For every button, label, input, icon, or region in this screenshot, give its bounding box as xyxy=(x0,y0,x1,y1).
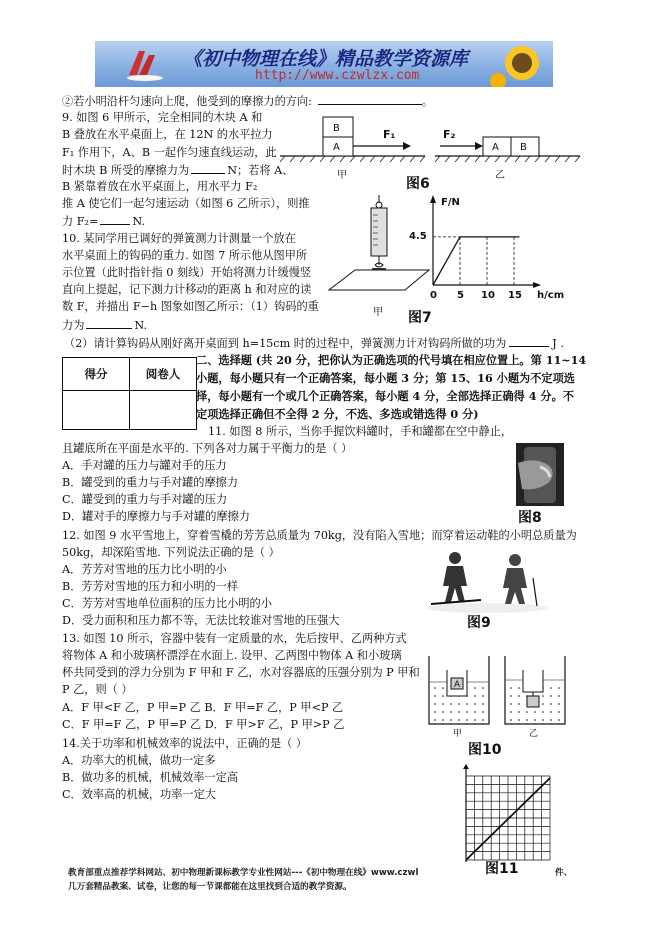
grade-score-cell[interactable] xyxy=(63,391,130,430)
section2-line-3: 择，每小题有一个或几个正确答案，每小题 4 分，全部选择正确得 4 分。不 xyxy=(196,389,574,403)
fig8-caption: 图8 xyxy=(518,510,542,526)
fig6-right-label-b: B xyxy=(520,142,527,153)
fig6-label-b: B xyxy=(333,123,340,134)
grade-table xyxy=(62,357,197,430)
figure-7-graph xyxy=(405,195,565,307)
q11-line-2: 且罐底所在平面是水平的. 下列各对力属于平衡力的是（ ） xyxy=(62,442,353,455)
fig7-x-tick-label: 5 xyxy=(457,290,464,301)
fig6-label-yi: 乙 xyxy=(495,170,505,181)
q10-line-2: 水平桌面上的钩码的重力. 如图 7 所示他从图甲所 xyxy=(62,249,308,262)
q13-options-ab[interactable]: A．F 甲<F 乙，P 甲=P 乙 B．F 甲=F 乙，P 甲<P 乙 xyxy=(62,701,344,714)
q13-line-4: P 乙，则（ ） xyxy=(62,683,133,696)
q8-answer-blank[interactable] xyxy=(318,93,422,105)
fig7-label-jia: 甲 xyxy=(373,307,383,318)
figure-8-hand-can xyxy=(510,443,570,506)
fig6-label-f2: F₂ xyxy=(443,128,456,141)
q14-option-c[interactable]: C．效率高的机械，功率一定大 xyxy=(62,788,216,801)
header-banner xyxy=(95,41,553,87)
fig10-caption: 图10 xyxy=(468,742,502,758)
q9-force-blank[interactable] xyxy=(100,213,130,225)
figure-6 xyxy=(275,112,610,192)
section2-line-4: 定项选择正确但不全得 2 分，不选、多选或错选得 0 分) xyxy=(196,407,479,421)
fig7-caption: 图7 xyxy=(408,310,432,326)
q10-line-5: 数 F，并描出 F−h 图象如图乙所示：（1）钩码的重 xyxy=(62,300,319,313)
q10-line-7: （2）请计算钩码从刚好离开桌面到 h=15cm 时的过程中，弹簧测力计对钩码所做的功为 J . xyxy=(64,337,564,350)
figure-9-snow-figures xyxy=(425,548,550,613)
footer xyxy=(68,866,608,894)
q9-line-1: 9. 如图 6 甲所示，完全相同的木块 A 和 xyxy=(62,111,263,124)
q9-line-4: 时木块 B 所受的摩擦力为 N；若将 A、 xyxy=(62,164,294,177)
q13-line-1: 13. 如图 10 所示，容器中装有一定质量的水，先后按甲、乙两种方式 xyxy=(62,632,407,645)
banner-url: http://www.czwlzx.com xyxy=(255,68,420,83)
q9-friction-blank[interactable] xyxy=(191,162,225,174)
fig6-label-f1: F₁ xyxy=(383,128,396,141)
q11-option-b[interactable]: B．罐受到的重力与手对罐的摩擦力 xyxy=(62,476,239,489)
q11-option-a[interactable]: A．手对罐的压力与罐对手的压力 xyxy=(62,459,227,472)
fig7-series-line xyxy=(433,237,519,285)
fig7-x-tick-label: 15 xyxy=(508,290,522,301)
fig10-label-jia: 甲 xyxy=(453,729,463,738)
q9-line-7: 力 F₂= N. xyxy=(62,215,146,228)
fig10-label-yi: 乙 xyxy=(529,729,539,738)
figure-11-grid xyxy=(458,764,558,864)
fig9-caption: 图9 xyxy=(467,615,491,631)
fig6-label-a: A xyxy=(333,142,340,153)
banner-title: 《初中物理在线》精品教学资源库 xyxy=(183,48,469,70)
section2-line-2: 小题，每小题只有一个正确答案，每小题 3 分；第 15、16 小题为不定项选 xyxy=(196,371,575,385)
q13-options-cd[interactable]: C．F 甲=F 乙，P 甲=P 乙 D．F 甲>F 乙，P 甲>P 乙 xyxy=(62,718,345,731)
q14-option-a[interactable]: A．功率大的机械，做功一定多 xyxy=(62,754,216,767)
q14-line-1: 14.关于功率和机械效率的说法中，正确的是（ ） xyxy=(62,737,308,750)
q10-line-6: 力为 N. xyxy=(62,319,148,332)
q11-option-c[interactable]: C．罐受到的重力与手对罐的压力 xyxy=(62,493,228,506)
q10-weight-blank[interactable] xyxy=(86,317,132,329)
grade-reviewer-cell[interactable] xyxy=(130,391,197,430)
q12-option-b[interactable]: B．芳芳对雪地的压力和小明的一样 xyxy=(62,580,239,593)
sunflower-image xyxy=(490,41,553,87)
q12-line-2: 50kg，却深陷雪地. 下列说法正确的是（ ） xyxy=(62,546,280,559)
q9-line-2: B 叠放在水平桌面上，在 12N 的水平拉力 xyxy=(62,128,273,141)
q9-line-3: F₁ 作用下，A、B 一起作匀速直线运动，此 xyxy=(62,146,277,159)
grade-reviewer-header: 阅卷人 xyxy=(130,358,197,391)
footer-line-1: 教育部重点推荐学科网站、初中物理新课标教学专业性网站---《初中物理在线》www.czwl xyxy=(68,868,419,878)
fig6-right-label-a: A xyxy=(492,142,499,153)
section2-line-1: 二、选择题 (共 20 分，把你认为正确选项的代号填在相应位置上。第 11~14 xyxy=(196,353,587,367)
banner-logo xyxy=(125,45,165,83)
q14-option-b[interactable]: B．做功多的机械，机械效率一定高 xyxy=(62,771,239,784)
q13-line-3: 杯共同受到的浮力分别为 F 甲和 F 乙，水对容器底的压强分别为 P 甲和 xyxy=(62,666,420,679)
footer-line-2: 几万套精品教案、试卷，让您的每一节课都能在这里找到合适的教学资源。 xyxy=(68,882,352,892)
q10-line-3: 示位置（此时指针指 0 刻线）开始将测力计缓慢竖 xyxy=(62,266,312,279)
q12-option-a[interactable]: A．芳芳对雪地的压力比小明的小 xyxy=(62,563,227,576)
q12-option-d[interactable]: D．受力面积和压力都不等，无法比较谁对雪地的压强大 xyxy=(62,614,340,627)
fig7-y-tick: 4.5 xyxy=(409,231,427,242)
q10-work-blank[interactable] xyxy=(509,335,549,347)
fig6-label-jia: 甲 xyxy=(337,170,347,181)
q9-line-5: B 紧靠着放在水平桌面上，用水平力 F₂ xyxy=(62,180,258,193)
figure-10-containers xyxy=(423,648,573,738)
fig11-caption: 图11 xyxy=(485,861,519,877)
fig7-ylabel: F/N xyxy=(441,197,460,208)
footer-line-1-tail: 件、 xyxy=(555,868,573,878)
q10-line-4: 直向上提起，记下测力计移动的距离 h 和对应的读 xyxy=(62,283,312,296)
q10-line-1: 10. 某同学用已调好的弹簧测力计测量一个放在 xyxy=(62,232,296,245)
fig7-x-tick-label: 10 xyxy=(481,290,495,301)
fig7-x-tick-label: 0 xyxy=(430,290,437,301)
q9-line-6: 推 A 使它们一起匀速运动（如图 6 乙所示），则推 xyxy=(62,197,310,210)
fig10-block-jia: A xyxy=(454,680,461,690)
grade-score-header: 得分 xyxy=(63,358,130,391)
q11-line-1: 11. 如图 8 所示，当你手握饮料罐时，手和罐都在空中静止， xyxy=(208,425,513,438)
q13-line-2: 将物体 A 和小玻璃杯漂浮在水面上. 设甲、乙两图中物体 A 和小玻璃 xyxy=(62,649,402,662)
q12-option-c[interactable]: C．芳芳对雪地单位面积的压力比小明的小 xyxy=(62,597,272,610)
fig7-xlabel: h/cm xyxy=(537,290,565,301)
fig6-caption: 图6 xyxy=(406,176,430,192)
q11-option-d[interactable]: D．罐对手的摩擦力与手对罐的摩擦力 xyxy=(62,510,250,523)
q8-direction-line: ②若小明沿杆匀速向上爬，他受到的摩擦力的方向: 。 xyxy=(62,95,434,108)
q12-line-1: 12. 如图 9 水平雪地上，穿着雪橇的芳芳总质量为 70kg，没有陷入雪地；而穿着运动鞋的小明总质量为 xyxy=(62,529,577,542)
